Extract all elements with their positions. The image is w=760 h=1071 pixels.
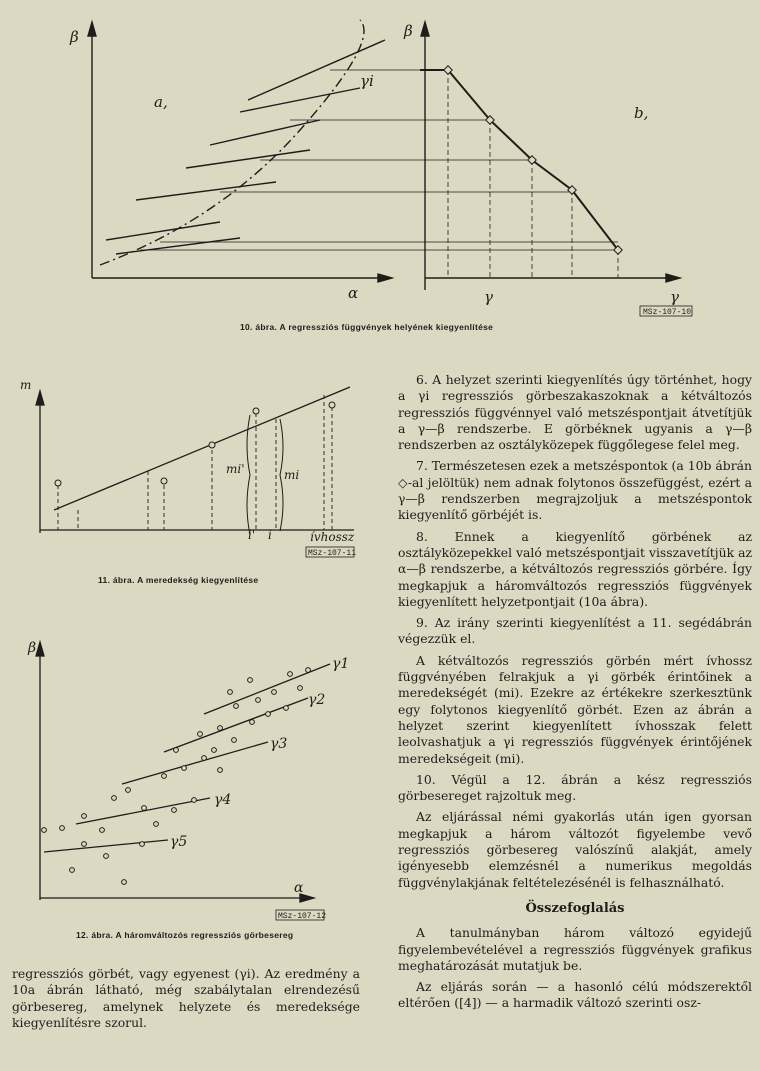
fig10-curve-label: γi [360,72,374,90]
left-column-text [12,966,360,1036]
fig12-series-label-2: γ2 [308,692,326,708]
scatter-point [42,828,47,833]
figure-12-caption: 12. ábra. A háromváltozós regressziós görbesereg [76,930,294,940]
figure-10 [60,10,710,320]
scatter-point [266,712,271,717]
scatter-point [288,672,293,677]
fig11-label-mi-prime: mi' [226,462,245,476]
figure-11-caption: 11. ábra. A meredekség kiegyenlítése [98,575,259,585]
scatter-point [104,854,109,859]
fig10-axis-beta-left: β [70,28,79,46]
scatter-point [250,720,255,725]
fig11-label-i: i [268,528,272,542]
left-paragraph: regressziós görbét, vagy egyenest (γi). Az eredmény a 10a ábrán látható, még szabálytalan elrendezésű görbesereg, amelynek helyzete és meredeksége kiegyenlítésre szorul. [12,966,360,1030]
scatter-point [228,690,233,695]
scatter-point [202,756,207,761]
figure-12-drawing [24,630,354,930]
scatter-point [284,706,289,711]
scatter-point [182,766,187,771]
summary-paragraph-1: A tanulmányban három változó egyidejű figyelembevételével a regressziós függvények grafikus meghatározását mutatjuk be. [398,925,752,973]
paragraph-9b: A kétváltozós regressziós görbén mért ívhossz függvényében felrakjuk a γi görbék érintőinek a meredekségét (mi). Ezekre az értékekre szerkesztünk egy folytonos kiegyenlítő görbét. Ezen az ábrán a helyzet szerint kiegyenlített ívhosszak felett leolvashatjuk a γi regressziós függvények érintőjének meredekségeit (mi). [398,652,752,766]
fig12-series-label-1: γ1 [332,656,350,672]
scatter-point [218,726,223,731]
scatter-point [122,880,127,885]
scatter-point [234,704,239,709]
right-column [398,372,752,1017]
scatter-point [192,798,197,803]
scatter-point [298,686,303,691]
scatter-point [232,738,237,743]
scatter-point [172,808,177,813]
figure-10-drawing [60,10,710,320]
paragraph-8: 8. Ennek a kiegyenlítő görbének az osztályközepekkel való metszéspontjait visszavetítjük az α—β rendszerbe, a kétváltozós regressziós görbére. Így megkapjuk a háromváltozós regressziós függvények kiegyenlített helyzetpontjait (10a ábra). [398,528,752,609]
scatter-point [256,698,261,703]
fig10-axis-beta-right: β [404,22,413,40]
fig11-badge: MSz-107-11 [308,549,357,558]
scatter-point [174,748,179,753]
scatter-point [218,768,223,773]
fig11-axis-m: m [20,378,32,392]
scatter-point [70,868,75,873]
scatter-point [60,826,65,831]
figure-12 [24,630,354,930]
paragraph-7: 7. Természetesen ezek a metszéspontok (a 10b ábrán ◇-al jelöltük) nem adnak folytonos összefüggést, ezért a γ—β rendszerben megrajzoljuk a metszéspontok kiegyenlítő görbéjét is. [398,458,752,523]
scatter-point [142,806,147,811]
fig12-series-label-3: γ3 [270,736,288,752]
fig12-axis-alpha: α [294,880,304,896]
figure-11-drawing [14,375,360,570]
fig10-label-b: b, [634,104,649,122]
fig10-badge: MSz-107-10 [643,308,692,317]
scatter-point [100,828,105,833]
scatter-point [82,814,87,819]
scatter-point [126,788,131,793]
fig11-label-ivhossz: ívhossz [310,530,355,544]
fig11-label-mi: mi [284,468,300,482]
summary-paragraph-2: Az eljárás során — a hasonló célú módszerektől eltérően ([4]) — a harmadik változó szerinti osz- [398,979,752,1011]
scatter-point [198,732,203,737]
fig12-badge: MSz-107-12 [278,912,327,921]
fig12-axis-beta: β [28,640,37,656]
paragraph-10b: Az eljárással némi gyakorlás után igen gyorsan megkapjuk a három változót figyelembe vevő regressziós görbesereg valószínű alakját, amely igényesebb elemzésnél a numerikus megoldás függvénylakjának feltételezésénél is felhasználható. [398,809,752,890]
scatter-point [248,678,253,683]
scatter-point [140,842,145,847]
fig12-series-label-5: γ5 [170,834,188,850]
scatter-point [306,668,311,673]
fig10-axis-gamma-2: γ [670,288,679,306]
fig12-series-label-4: γ4 [214,792,232,808]
fig10-axis-gamma-1: γ [484,288,493,306]
figure-11 [14,375,360,570]
figure-10-caption: 10. ábra. A regressziós függvények helyének kiegyenlítése [240,322,494,332]
scatter-point [272,690,277,695]
fig10-label-a: a, [154,93,168,111]
paragraph-9: 9. Az irány szerinti kiegyenlítést a 11. segédábrán végezzük el. [398,615,752,647]
scatter-point [112,796,117,801]
fig10-axis-alpha: α [348,284,359,302]
paragraph-6: 6. A helyzet szerinti kiegyenlítés úgy történhet, hogy a γi regressziós görbeszakaszoknak a kétváltozós regressziós függvénnyel való metszéspontjait átvetítjük a γ—β rendszerbe. E görbéknek ugyanis a γ—β rendszerben az osztályközepek függőlegese felel meg. [398,372,752,453]
scatter-point [154,822,159,827]
fig11-label-i-prime: i' [248,528,256,542]
scatter-point [162,774,167,779]
section-heading: Összefoglalás [525,900,625,916]
scatter-point [212,748,217,753]
scatter-point [82,842,87,847]
paragraph-10: 10. Végül a 12. ábrán a kész regressziós görbesereget rajzoltuk meg. [398,771,752,804]
